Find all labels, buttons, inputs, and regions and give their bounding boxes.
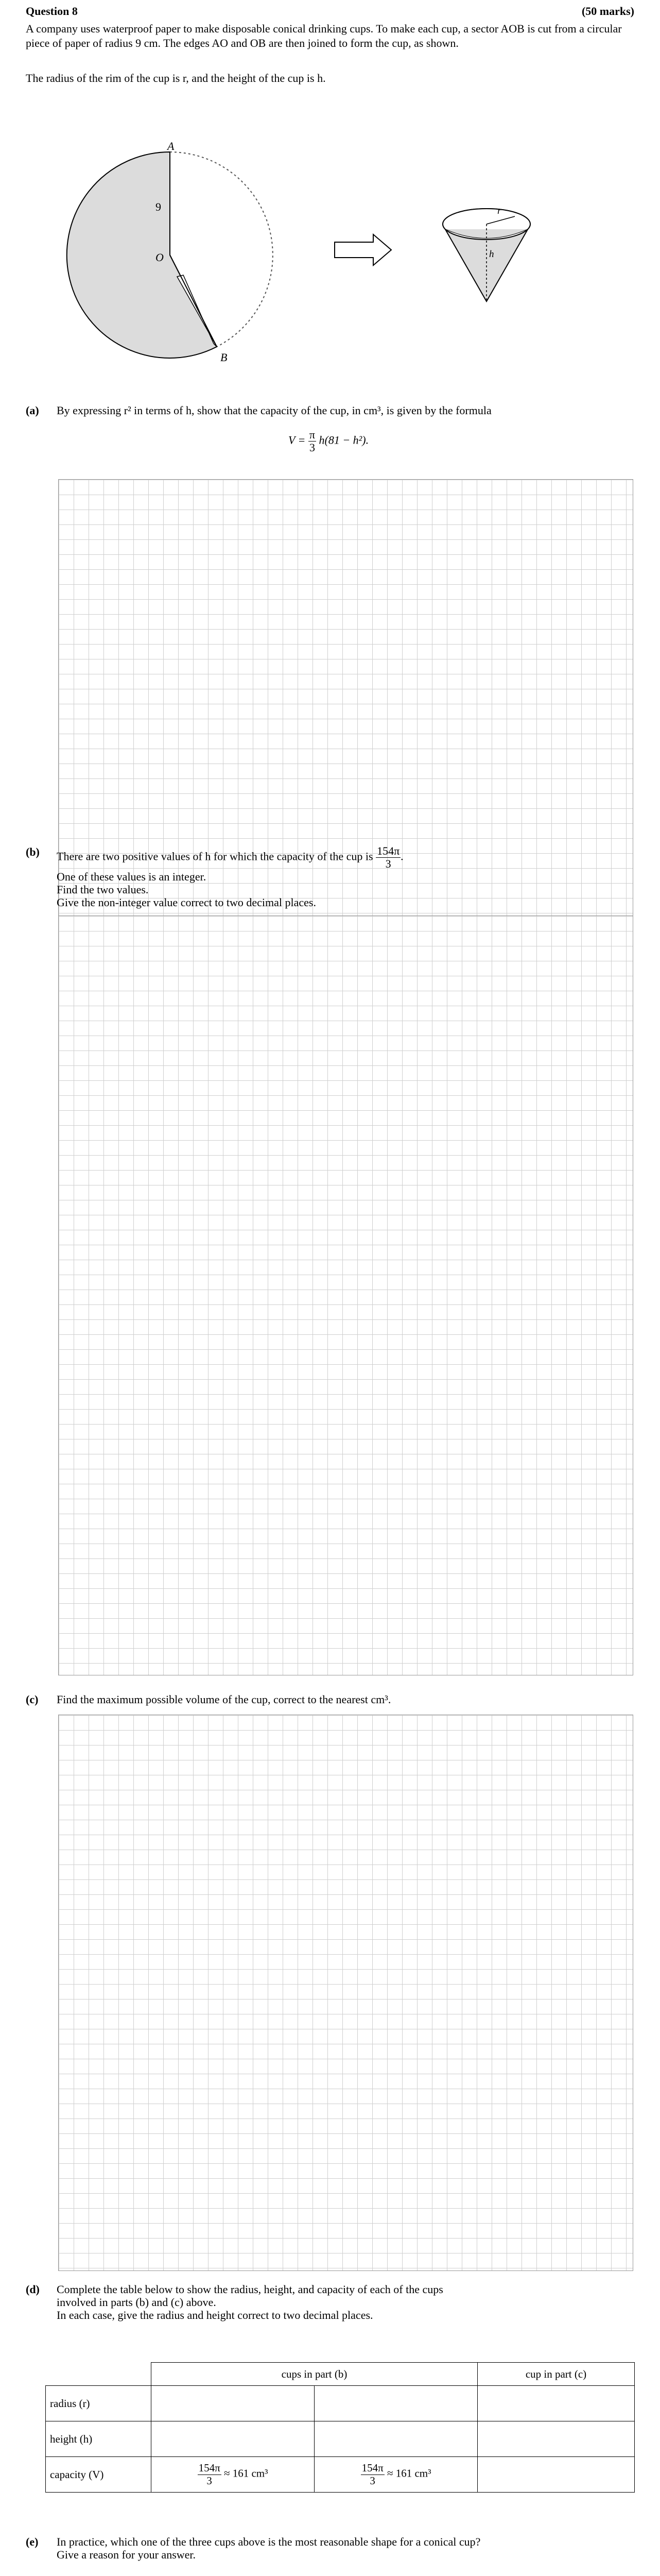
intro-dimensions: The radius of the rim of the cup is r, and the height of the cup is h. — [26, 72, 326, 84]
part-d-line2: involved in parts (b) and (c) above. — [57, 2296, 216, 2309]
part-e-line2: Give a reason for your answer. — [57, 2548, 196, 2561]
cell-capacity-c[interactable] — [478, 2457, 635, 2493]
label-b: B — [220, 351, 228, 364]
cell-capacity-b1: $\frac{154\pi}{3}$ ≈ 161 cm³ — [151, 2457, 315, 2493]
part-b-line2: One of these values is an integer. — [57, 870, 206, 883]
cone-diagram — [438, 198, 535, 307]
label-o: O — [155, 251, 164, 264]
part-b-text: There are two positive values of h for which the capacity of the cup is $\frac{154\pi}{3}$ . — [57, 844, 404, 871]
part-a-label: (a) — [26, 404, 39, 417]
part-b-line3: Find the two values. — [57, 883, 149, 896]
part-b-label: (b) — [26, 845, 40, 858]
part-d-label: (d) — [26, 2283, 40, 2296]
table-row-capacity — [46, 2457, 635, 2493]
table-header-part-b: cups in part (b) — [151, 2363, 478, 2386]
row-label-height: height (h) — [46, 2421, 151, 2457]
cell-radius-c[interactable] — [478, 2386, 635, 2421]
row-label-capacity: capacity (V) — [46, 2457, 151, 2493]
answer-grid-b[interactable] — [58, 916, 633, 1675]
part-e-line1: In practice, which one of the three cups above is the most reasonable shape for a conical cup? — [57, 2535, 481, 2548]
cell-radius-b2[interactable] — [315, 2386, 478, 2421]
label-h: h — [489, 249, 494, 260]
label-r: r — [497, 206, 501, 216]
label-9: 9 — [155, 200, 161, 213]
part-e-label: (e) — [26, 2535, 39, 2548]
table-header-part-c: cup in part (c) — [478, 2363, 635, 2386]
arrow-icon — [332, 232, 394, 268]
marks-label: (50 marks) — [581, 5, 634, 18]
part-c-text: Find the maximum possible volume of the cup, correct to the nearest cm³. — [57, 1693, 391, 1706]
part-c-label: (c) — [26, 1693, 39, 1706]
part-b-line4: Give the non-integer value correct to two decimal places. — [57, 896, 316, 909]
table-row-radius — [46, 2386, 635, 2421]
part-d-line1: Complete the table below to show the radius, height, and capacity of each of the cups — [57, 2283, 443, 2296]
table-corner — [46, 2363, 151, 2386]
cell-height-b1[interactable] — [151, 2421, 315, 2457]
cell-height-c[interactable] — [478, 2421, 635, 2457]
label-a: A — [167, 140, 175, 152]
row-label-radius: radius (r) — [46, 2386, 151, 2421]
table-row-height — [46, 2421, 635, 2457]
cell-height-b2[interactable] — [315, 2421, 478, 2457]
question-title: Question 8 — [26, 5, 78, 18]
cups-table — [45, 2362, 635, 2493]
sector-diagram — [62, 147, 299, 404]
part-a-formula: V = $\frac{\pi}{3}$ h(81 − h²). — [288, 428, 369, 454]
intro-paragraph: A company uses waterproof paper to make disposable conical drinking cups. To make each cup, a sector AOB is cut from a circular piece of paper of radius 9 cm. The edges AO and OB are then joined to form the cup, as shown. — [26, 22, 622, 49]
cell-radius-b1[interactable] — [151, 2386, 315, 2421]
cell-capacity-b2: $\frac{154\pi}{3}$ ≈ 161 cm³ — [315, 2457, 478, 2493]
part-d-line3: In each case, give the radius and height correct to two decimal places. — [57, 2309, 373, 2321]
answer-grid-c[interactable] — [58, 1715, 633, 2271]
part-a-text: By expressing r² in terms of h, show that the capacity of the cup, in cm³, is given by the formula — [57, 404, 492, 417]
